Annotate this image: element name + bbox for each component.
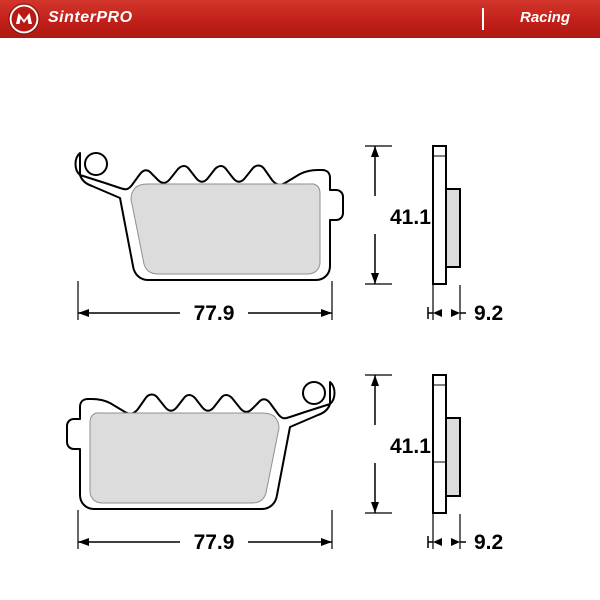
- product-category-label: Racing: [520, 9, 571, 26]
- technical-drawing-canvas: [0, 38, 600, 600]
- mounting-hole: [85, 153, 107, 175]
- lower-height-value: 41.1: [390, 435, 431, 458]
- lower-thickness-value: 9.2: [474, 531, 504, 554]
- lower-thickness-dimension: [428, 514, 503, 554]
- upper-width-dimension: [78, 281, 332, 325]
- lower-side-friction-strip: [446, 418, 460, 496]
- lower-height-dimension: [365, 375, 431, 513]
- upper-thickness-dimension: [428, 285, 503, 325]
- upper-height-dimension: [365, 146, 431, 284]
- upper-height-value: 41.1: [390, 206, 431, 229]
- header-bar: [0, 0, 600, 38]
- mm-shield-logo-icon: [8, 3, 40, 35]
- lower-width-dimension: [78, 510, 332, 554]
- brand-name: SinterPRO: [48, 9, 133, 26]
- friction-material-area: [131, 184, 320, 274]
- upper-thickness-value: 9.2: [474, 302, 504, 325]
- drawing-svg: [0, 38, 600, 600]
- lower-width-value: 77.9: [193, 531, 235, 554]
- lower-pad-face-view: [67, 382, 335, 554]
- upper-pad-face-view: [76, 153, 344, 325]
- upper-pad-side-view: [365, 146, 503, 325]
- mounting-hole: [303, 382, 325, 404]
- lower-pad-side-view: [365, 375, 503, 554]
- upper-side-backing-plate: [433, 146, 446, 284]
- upper-side-friction-strip: [446, 189, 460, 267]
- lower-side-backing-plate: [433, 375, 446, 513]
- upper-width-value: 77.9: [193, 302, 235, 325]
- vertical-divider-icon: [482, 8, 484, 30]
- friction-material-area: [90, 413, 279, 503]
